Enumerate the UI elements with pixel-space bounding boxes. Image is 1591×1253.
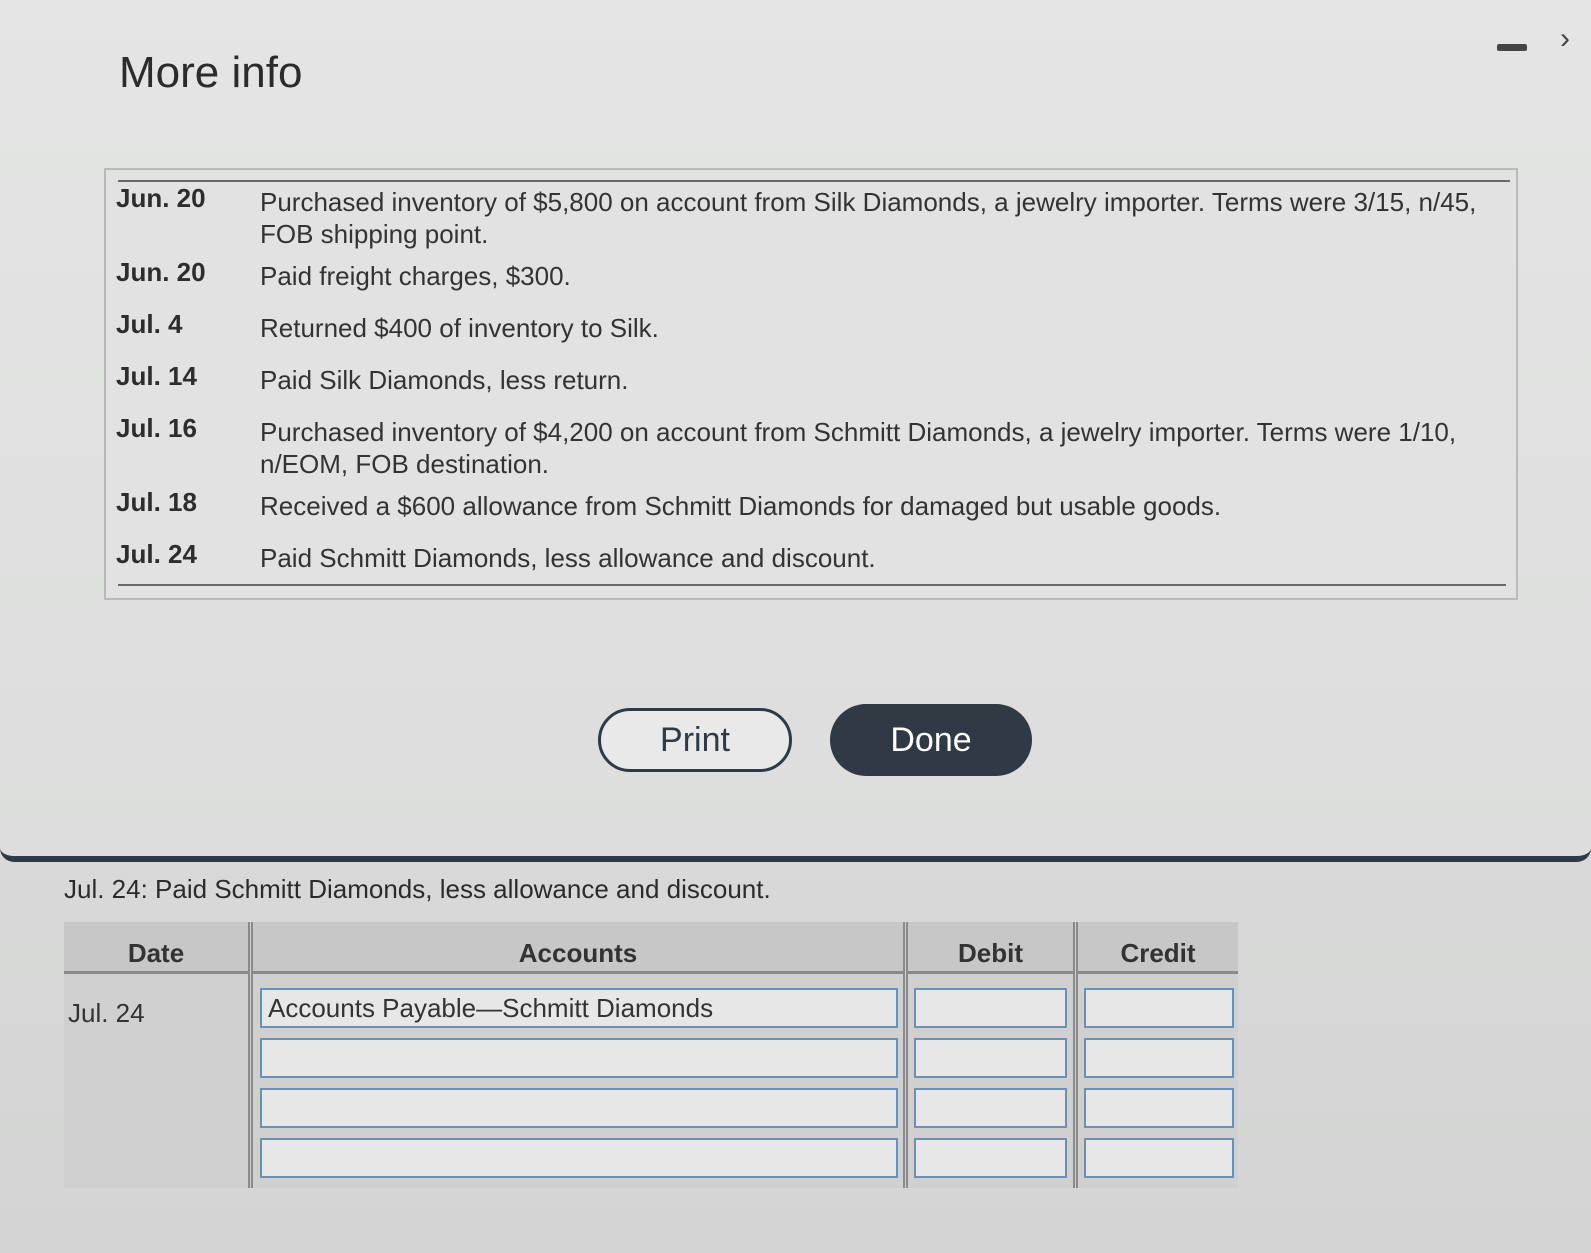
- debit-input[interactable]: [914, 1088, 1067, 1128]
- transaction-date: Jun. 20: [116, 257, 206, 287]
- header-date: Date: [64, 922, 248, 974]
- transaction-date: Jun. 20: [116, 183, 206, 213]
- account-input[interactable]: [260, 1088, 898, 1128]
- column-divider: [1073, 922, 1078, 1188]
- transaction-date: Jul. 24: [116, 539, 197, 569]
- transaction-description: Purchased inventory of $5,800 on account from Silk Diamonds, a jewelry importer. Terms were 3/15, n/45, FOB shipping point.: [260, 187, 1477, 249]
- account-input[interactable]: [260, 1038, 898, 1078]
- entry-date: Jul. 24: [68, 998, 145, 1028]
- header-accounts: Accounts: [253, 922, 903, 974]
- print-button[interactable]: Print: [598, 708, 792, 772]
- transaction-date: Jul. 18: [116, 487, 197, 517]
- question-prompt: Jul. 24: Paid Schmitt Diamonds, less allowance and discount.: [64, 874, 771, 904]
- credit-input[interactable]: [1084, 1088, 1234, 1128]
- transactions-table: [104, 168, 1518, 600]
- transaction-description: Returned $400 of inventory to Silk.: [260, 313, 659, 343]
- transaction-description: Paid Silk Diamonds, less return.: [260, 365, 629, 395]
- journal-entry-table: [64, 922, 1238, 1188]
- debit-input[interactable]: [914, 988, 1067, 1028]
- transaction-description: Paid freight charges, $300.: [260, 261, 571, 291]
- account-input[interactable]: [260, 1138, 898, 1178]
- divider: [118, 180, 1510, 182]
- transaction-description: Received a $600 allowance from Schmitt Diamonds for damaged but usable goods.: [260, 491, 1222, 521]
- credit-input[interactable]: [1084, 988, 1234, 1028]
- minimize-icon[interactable]: [1497, 44, 1527, 51]
- transaction-description: Paid Schmitt Diamonds, less allowance and discount.: [260, 543, 876, 573]
- account-input[interactable]: Accounts Payable—Schmitt Diamonds: [260, 988, 898, 1028]
- debit-input[interactable]: [914, 1138, 1067, 1178]
- divider: [118, 584, 1506, 586]
- transaction-date: Jul. 16: [116, 413, 197, 443]
- credit-input[interactable]: [1084, 1038, 1234, 1078]
- transaction-date: Jul. 14: [116, 361, 197, 391]
- dialog-title: More info: [119, 48, 303, 97]
- close-icon[interactable]: ›: [1560, 22, 1570, 55]
- header-debit: Debit: [908, 922, 1073, 974]
- column-divider: [248, 922, 253, 1188]
- debit-input[interactable]: [914, 1038, 1067, 1078]
- column-divider: [903, 922, 908, 1188]
- transaction-description: Purchased inventory of $4,200 on account from Schmitt Diamonds, a jewelry importer. Terms were 1/10, n/EOM, FOB destination.: [260, 417, 1457, 479]
- done-button[interactable]: Done: [830, 704, 1032, 776]
- credit-input[interactable]: [1084, 1138, 1234, 1178]
- transaction-date: Jul. 4: [116, 309, 183, 339]
- header-credit: Credit: [1078, 922, 1238, 974]
